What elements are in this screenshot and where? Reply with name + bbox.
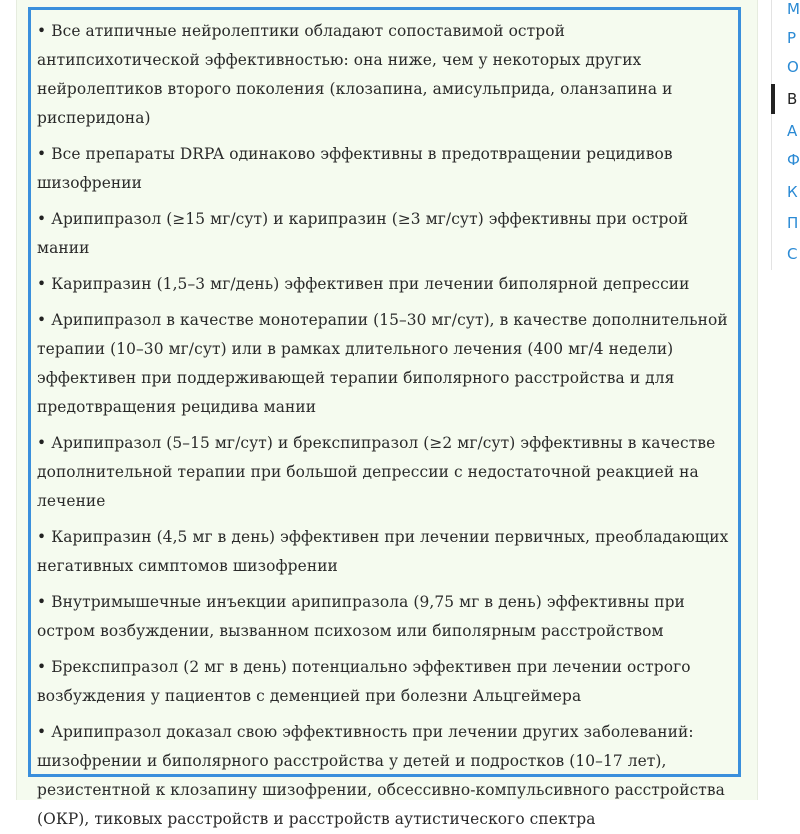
toc-link[interactable]: П	[787, 214, 799, 232]
bullet-text: Карипразин (4,5 мг в день) эффективен при лечении первичных, преобладающих негативных симптомов шизофрении	[37, 528, 729, 575]
bullet-item	[37, 588, 732, 646]
bullet-text: Брекспипразол (2 мг в день) потенциально эффективен при лечении острого возбуждения у пациентов с деменцией при болезни Альцгеймера	[37, 658, 691, 705]
bullet-mark: •	[37, 311, 47, 329]
toc-link[interactable]: Ф	[787, 151, 800, 169]
summary-callout-box	[28, 7, 741, 828]
bullet-mark: •	[37, 22, 47, 40]
table-of-contents-sidebar	[771, 0, 798, 270]
bullet-text: Карипразин (1,5–3 мг/день) эффективен при лечении биполярной депрессии	[51, 275, 690, 293]
bullet-text: Все препараты DRPA одинаково эффективны в предотвращении рецидивов шизофрении	[37, 145, 673, 192]
bullet-text: Арипипразол в качестве монотерапии (15–30 мг/сут), в качестве дополнительной терапии (10–30 мг/сут) или в рамках длительного лечения (400 мг/4 недели) эффективен при поддерживающей терапии биполярного расстройства и для предотвращения рецидива мании	[37, 311, 728, 416]
bullet-item	[37, 653, 732, 711]
toc-link[interactable]: М	[787, 0, 800, 18]
bullet-mark: •	[37, 210, 47, 228]
summary-bullet-list	[37, 17, 732, 834]
bullet-mark: •	[37, 528, 47, 546]
toc-link[interactable]: О	[787, 58, 799, 76]
bullet-item	[37, 205, 732, 263]
toc-link[interactable]: Р	[787, 29, 797, 47]
bullet-mark: •	[37, 593, 47, 611]
bullet-item	[37, 718, 732, 834]
bullet-text: Арипипразол (≥15 мг/сут) и карипразин (≥3 мг/сут) эффективны при острой мании	[37, 210, 689, 257]
bullet-item	[37, 429, 732, 516]
toc-link-active[interactable]: В	[787, 90, 798, 108]
bullet-item	[37, 306, 732, 422]
bullet-item	[37, 17, 732, 133]
toc-link[interactable]: С	[787, 245, 798, 263]
bullet-mark: •	[37, 658, 47, 676]
bullet-mark: •	[37, 275, 47, 293]
bullet-text: Арипипразол (5–15 мг/сут) и брекспипразол (≥2 мг/сут) эффективны в качестве дополнительной терапии при большой депрессии с недостаточной реакцией на лечение	[37, 434, 716, 510]
bullet-mark: •	[37, 723, 47, 741]
bullet-item	[37, 523, 732, 581]
toc-link[interactable]: К	[787, 183, 798, 201]
bullet-text: Внутримышечные инъекции арипипразола (9,75 мг в день) эффективны при остром возбуждении, вызванном психозом или биполярным расстройством	[37, 593, 685, 640]
toc-link[interactable]: А	[787, 122, 798, 140]
bullet-item	[37, 270, 732, 299]
bullet-mark: •	[37, 145, 47, 163]
bullet-text: Арипипразол доказал свою эффективность при лечении других заболеваний: шизофрении и биполярного расстройства у детей и подростков (10–17 лет), резистентной к клозапину шизофрении, обсессивно-компульсивного расстройства (ОКР), тиковых расстройств и расстройств аутистического спектра	[37, 723, 725, 828]
bullet-mark: •	[37, 434, 47, 452]
bullet-item	[37, 140, 732, 198]
toc-active-indicator	[771, 84, 775, 114]
bullet-text: Все атипичные нейролептики обладают сопоставимой острой антипсихотической эффективностью: она ниже, чем у некоторых других нейролептиков второго поколения (клозапина, амисульприда, оланзапина и рисперидона)	[37, 22, 673, 127]
